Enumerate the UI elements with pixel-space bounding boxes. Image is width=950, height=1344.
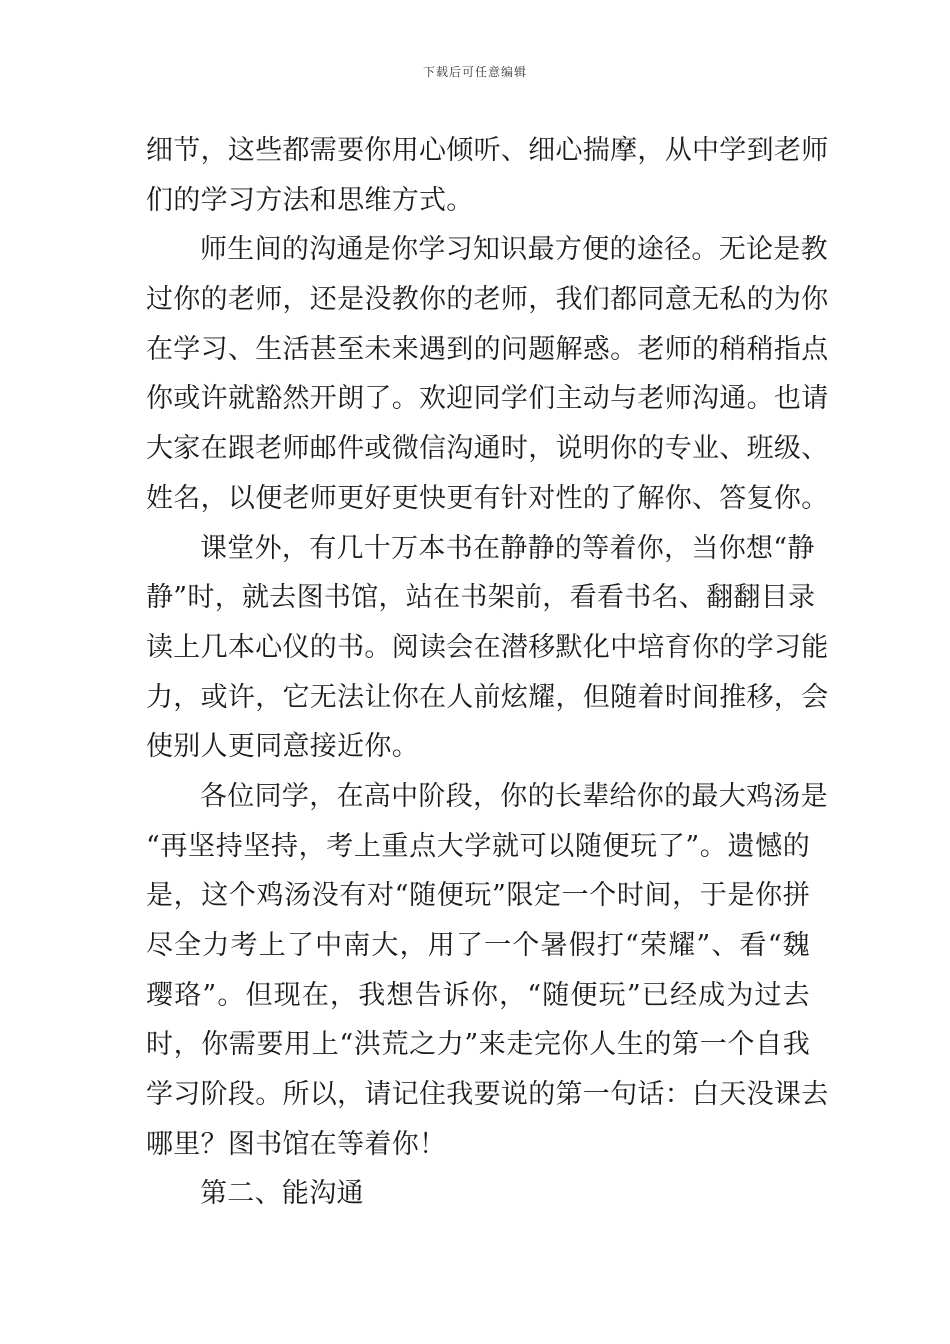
- text-line: 读上几本心仪的书。阅读会在潜移默化中培育你的学习能: [146, 631, 829, 663]
- text-line: 哪里？图书馆在等着你！: [146, 1128, 447, 1160]
- document-body: [146, 126, 829, 1219]
- text-line: 力，或许，它无法让你在人前炫耀，但随着时间推移，会: [146, 681, 829, 713]
- text-line: 师生间的沟通是你学习知识最方便的途径。无论是教: [200, 234, 828, 266]
- text-line: 课堂外，有几十万本书在静静的等着你，当你想“静: [200, 532, 815, 564]
- text-line: 大家在跟老师邮件或微信沟通时，说明你的专业、班级、: [146, 433, 829, 465]
- text-line: 静”时，就去图书馆，站在书架前，看看书名、翻翻目录: [146, 582, 816, 614]
- text-line: 细节，这些都需要你用心倾听、细心揣摩，从中学到老师: [146, 135, 829, 166]
- page-header: 下载后可任意编辑: [422, 65, 527, 79]
- text-line: “再坚持坚持，考上重点大学就可以随便玩了”。遗憾的: [146, 830, 810, 862]
- text-line: 是，这个鸡汤没有对“随便玩”限定一个时间，于是你拼: [146, 880, 810, 912]
- text-line: 姓名，以便老师更好更快更有针对性的了解你、答复你。: [146, 482, 829, 514]
- text-line: 尽全力考上了中南大，用了一个暑假打“荣耀”、看“魏: [146, 930, 810, 961]
- text-line: 各位同学，在高中阶段，你的长辈给你的最大鸡汤是: [200, 780, 828, 812]
- text-line: 学习阶段。所以，请记住我要说的第一句话：白天没课去: [146, 1079, 829, 1111]
- text-line: 时，你需要用上“洪荒之力”来走完你人生的第一个自我: [146, 1029, 810, 1061]
- text-line: 第二、能沟通: [200, 1178, 364, 1210]
- text-line: 过你的老师，还是没教你的老师，我们都同意无私的为你: [146, 284, 829, 316]
- text-line: 璎珞”。但现在，我想告诉你，“随便玩”已经成为过去: [146, 979, 810, 1011]
- text-line: 使别人更同意接近你。: [146, 731, 419, 763]
- text-line: 你或许就豁然开朗了。欢迎同学们主动与老师沟通。也请: [146, 383, 829, 415]
- text-line: 在学习、生活甚至未来遇到的问题解惑。老师的稍稍指点: [146, 333, 829, 365]
- text-line: 们的学习方法和思维方式。: [146, 184, 474, 216]
